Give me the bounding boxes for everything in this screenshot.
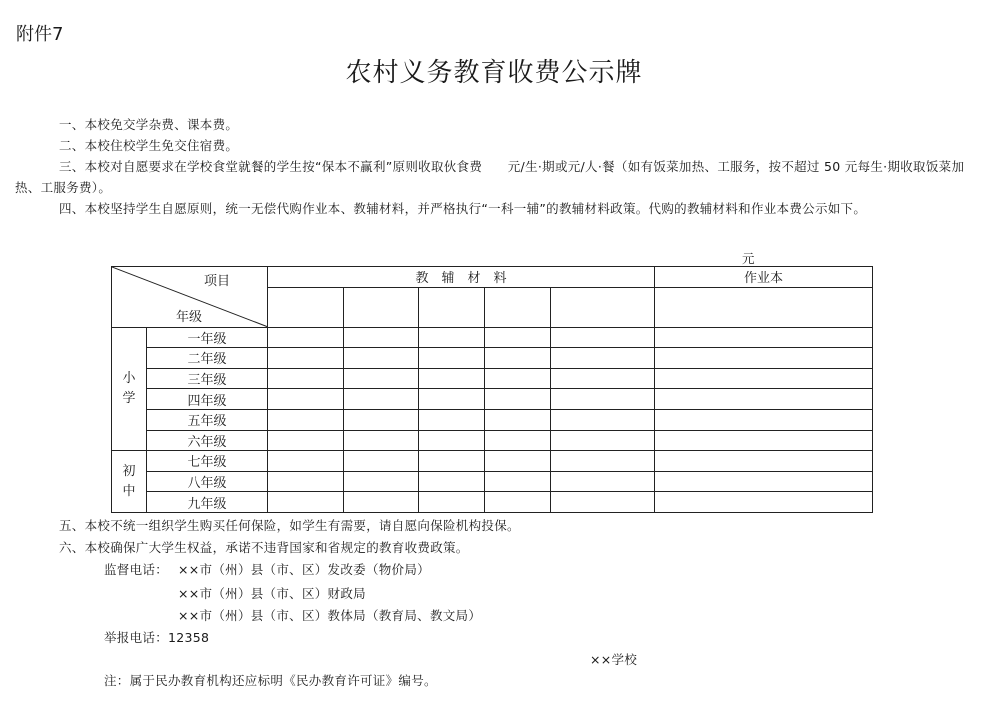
table-row	[112, 409, 873, 430]
table-row	[112, 492, 873, 513]
paragraph-2: 二、本校住校学生免交住宿费。	[59, 138, 239, 153]
supervision-line-1: ××市（州）县（市、区）发改委（物价局）	[178, 562, 430, 577]
supervision-label: 监督电话：	[104, 562, 169, 577]
fee-table	[111, 266, 873, 513]
page-title: 农村义务教育收费公示牌	[345, 58, 643, 88]
table-row	[112, 451, 873, 472]
school-name: ××学校	[590, 652, 638, 667]
grade-label: 九年级	[147, 492, 268, 513]
grade-label: 一年级	[147, 327, 268, 348]
header-workbook: 作业本	[655, 267, 873, 288]
table-cell	[655, 287, 873, 327]
attachment-label: 附件7	[16, 24, 64, 45]
table-cell	[551, 287, 655, 327]
grade-label: 七年级	[147, 451, 268, 472]
table-row	[112, 348, 873, 369]
grade-label: 六年级	[147, 430, 268, 451]
note: 注：属于民办教育机构还应标明《民办教育许可证》编号。	[104, 673, 437, 688]
primary-school-label: 小 学	[112, 327, 147, 451]
table-row	[112, 368, 873, 389]
table-row	[112, 327, 873, 348]
table-row	[112, 389, 873, 410]
unit-label: 元	[742, 251, 755, 266]
paragraph-4: 四、本校坚持学生自愿原则，统一无偿代购作业本、教辅材料，并严格执行“一科一辅”的教辅材料政策。代购的教辅材料和作业本费公示如下。	[59, 201, 867, 216]
grade-label: 五年级	[147, 409, 268, 430]
header-materials: 教 辅 材 料	[268, 267, 655, 288]
paragraph-1: 一、本校免交学杂费、课本费。	[59, 117, 239, 132]
table-cell	[268, 287, 344, 327]
table-cell	[419, 287, 485, 327]
table-row	[112, 430, 873, 451]
grade-label: 三年级	[147, 368, 268, 389]
paragraph-3: 三、本校对自愿要求在学校食堂就餐的学生按“保本不赢利”原则收取伙食费 元/生·期或元/人·餐（如有饭菜加热、工服务，按不超过 50 元每生·期收取饭菜加热、工服务费）。	[15, 159, 965, 195]
junior-school-label: 初 中	[112, 451, 147, 513]
table-row	[112, 471, 873, 492]
table-cell	[344, 287, 419, 327]
paragraph-6: 六、本校确保广大学生权益，承诺不违背国家和省规定的教育收费政策。	[59, 540, 469, 555]
header-diagonal-cell	[112, 267, 268, 328]
header-grade: 年级	[176, 309, 203, 325]
grade-label: 二年级	[147, 348, 268, 369]
supervision-line-2: ××市（州）县（市、区）财政局	[178, 586, 366, 601]
supervision-line-3: ××市（州）县（市、区）教体局（教育局、教文局）	[178, 608, 482, 623]
paragraph-5: 五、本校不统一组织学生购买任何保险，如学生有需要，请自愿向保险机构投保。	[59, 518, 520, 533]
grade-label: 四年级	[147, 389, 268, 410]
grade-label: 八年级	[147, 471, 268, 492]
report-phone: 举报电话：12358	[104, 630, 210, 645]
header-item: 项目	[204, 274, 231, 289]
table-cell	[485, 287, 551, 327]
